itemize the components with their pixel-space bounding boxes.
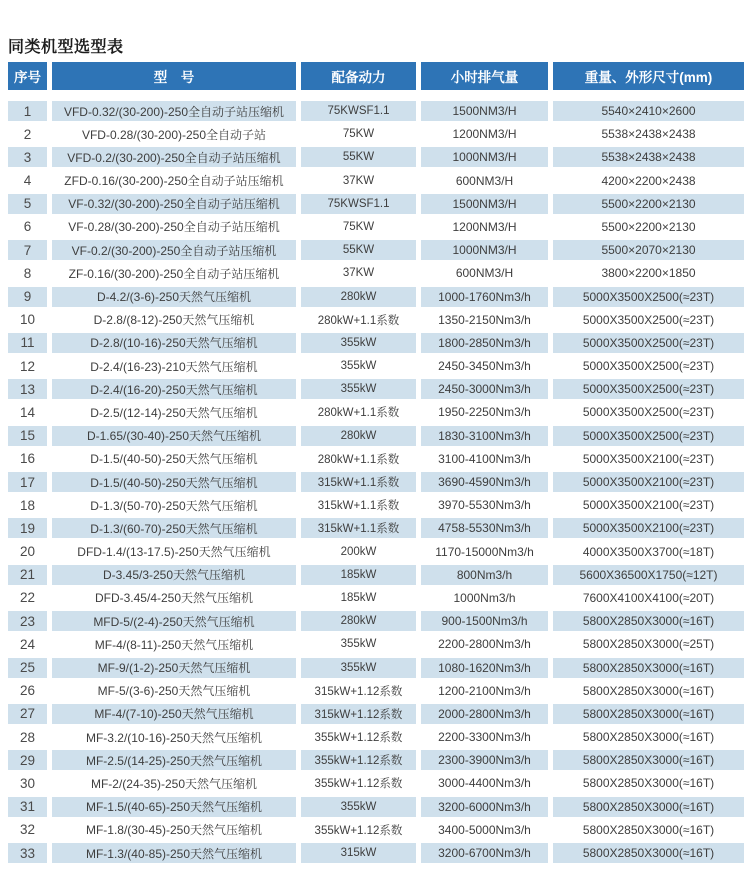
- table-row: [8, 634, 744, 654]
- flow-cell: 3690-4590Nm3/h: [421, 472, 548, 492]
- table-row: [8, 681, 744, 701]
- flow-cell: 900-1500Nm3/h: [421, 611, 548, 631]
- model-cell: VF-0.32/(30-200)-250全自动子站压缩机: [52, 194, 296, 214]
- table-row: [8, 658, 744, 678]
- model-cell: VF-0.2/(30-200)-250全自动子站压缩机: [52, 240, 296, 260]
- flow-cell: 3970-5530Nm3/h: [438, 498, 531, 513]
- table-header-row: [8, 62, 744, 90]
- index-cell: 2: [23, 126, 32, 142]
- model-cell: MF-4/(8-11)-250天然气压缩机: [94, 637, 254, 652]
- size-cell: 5000X3500X2500(≈23T): [582, 359, 715, 374]
- size-cell: 5000X3500X2500(≈23T): [582, 405, 715, 420]
- model-cell: VFD-0.32/(30-200)-250全自动子站压缩机: [52, 101, 296, 121]
- flow-cell: 1000NM3/H: [421, 147, 548, 167]
- flow-cell: 2200-2800Nm3/h: [438, 637, 531, 652]
- model-cell: MF-2/(24-35)-250天然气压缩机: [90, 776, 258, 791]
- flow-cell: 3200-6000Nm3/h: [421, 797, 548, 817]
- model-cell: D-2.8/(8-12)-250天然气压缩机: [93, 313, 255, 328]
- power-cell: 55KW: [301, 147, 416, 167]
- index-cell: 28: [19, 729, 36, 745]
- index-cell: 22: [19, 590, 36, 606]
- flow-cell: 1200NM3/H: [452, 219, 517, 234]
- power-cell: 280kW: [301, 426, 416, 446]
- index-cell: 26: [19, 683, 36, 699]
- size-cell: 5600X36500X1750(≈12T): [553, 565, 744, 585]
- index-cell: 21: [8, 565, 47, 585]
- power-cell: 355kW: [340, 638, 377, 651]
- model-cell: D-1.3/(50-70)-250天然气压缩机: [90, 498, 258, 513]
- model-cell: D-2.4/(16-23)-210天然气压缩机: [90, 359, 258, 374]
- power-cell: 315kW+1.12系数: [314, 685, 403, 698]
- size-cell: 7600X4100X4100(≈20T): [582, 590, 715, 605]
- size-cell: 5000X3500X2500(≈23T): [553, 333, 744, 353]
- table-row: [8, 495, 744, 515]
- size-cell: 5800X2850X3000(≈16T): [553, 658, 744, 678]
- header-cell-power: 配备动力: [301, 62, 416, 90]
- power-cell: 355kW+1.12系数: [301, 750, 416, 770]
- flow-cell: 1350-2150Nm3/h: [438, 312, 531, 327]
- table-row: [8, 124, 744, 144]
- model-cell: D-4.2/(3-6)-250天然气压缩机: [52, 287, 296, 307]
- power-cell: 280kW: [301, 611, 416, 631]
- power-cell: 55KW: [301, 240, 416, 260]
- table-row: [8, 472, 744, 492]
- flow-cell: 2000-2800Nm3/h: [421, 704, 548, 724]
- index-cell: 15: [8, 426, 47, 446]
- table-row: [8, 843, 744, 863]
- flow-cell: 2450-3000Nm3/h: [421, 379, 548, 399]
- table-row: [8, 820, 744, 840]
- size-cell: 5500×2200×2130: [553, 194, 744, 214]
- size-cell: 5800X2850X3000(≈16T): [553, 797, 744, 817]
- flow-cell: 1200-2100Nm3/h: [438, 683, 531, 698]
- table-row: [8, 449, 744, 469]
- size-cell: 3800×2200×1850: [601, 266, 696, 281]
- model-cell: D-1.3/(60-70)-250天然气压缩机: [52, 518, 296, 538]
- model-cell: D-1.5/(40-50)-250天然气压缩机: [90, 452, 258, 467]
- table-row: [8, 171, 744, 191]
- table-body: [8, 101, 744, 866]
- index-cell: 11: [8, 333, 47, 353]
- size-cell: 5000X3500X2100(≈23T): [582, 498, 715, 513]
- model-cell: D-1.65/(30-40)-250天然气压缩机: [52, 426, 296, 446]
- flow-cell: 1500NM3/H: [421, 194, 548, 214]
- table-row: [8, 356, 744, 376]
- size-cell: 5800X2850X3000(≈16T): [582, 683, 715, 698]
- index-cell: 23: [8, 611, 47, 631]
- size-cell: 5800X2850X3000(≈16T): [553, 611, 744, 631]
- power-cell: 37KW: [342, 174, 375, 187]
- size-cell: 5800X2850X3000(≈25T): [582, 637, 715, 652]
- table-row: [8, 588, 744, 608]
- index-cell: 12: [19, 358, 36, 374]
- index-cell: 13: [8, 379, 47, 399]
- model-cell: MF-5/(3-6)-250天然气压缩机: [97, 684, 251, 699]
- power-cell: 355kW+1.12系数: [314, 824, 403, 837]
- power-cell: 315kW: [301, 843, 416, 863]
- power-cell: 355kW+1.12系数: [314, 732, 403, 745]
- power-cell: 280kW+1.1系数: [317, 407, 400, 420]
- model-cell: MFD-5/(2-4)-250天然气压缩机: [52, 611, 296, 631]
- flow-cell: 1950-2250Nm3/h: [438, 405, 531, 420]
- flow-cell: 600NM3/H: [455, 173, 514, 188]
- flow-cell: 4758-5530Nm3/h: [421, 518, 548, 538]
- table-row: [8, 773, 744, 793]
- index-cell: 29: [8, 750, 47, 770]
- size-cell: 5800X2850X3000(≈16T): [553, 750, 744, 770]
- size-cell: 5540×2410×2600: [553, 101, 744, 121]
- table-row: [8, 379, 744, 399]
- table-row: [8, 333, 744, 353]
- power-cell: 315kW+1.1系数: [317, 500, 400, 513]
- table-row: [8, 518, 744, 538]
- size-cell: 5500×2070×2130: [553, 240, 744, 260]
- flow-cell: 600NM3/H: [455, 266, 514, 281]
- index-cell: 31: [8, 797, 47, 817]
- table-row: [8, 287, 744, 307]
- size-cell: 5538×2438×2438: [553, 147, 744, 167]
- power-cell: 355kW: [340, 360, 377, 373]
- header-cell-size: 重量、外形尺寸(mm): [553, 62, 744, 90]
- size-cell: 4200×2200×2438: [601, 173, 696, 188]
- size-cell: 5000X3500X2500(≈23T): [553, 379, 744, 399]
- table-row: [8, 217, 744, 237]
- size-cell: 5500×2200×2130: [601, 219, 696, 234]
- model-cell: ZF-0.16/(30-200)-250全自动子站压缩机: [68, 266, 280, 281]
- flow-cell: 3100-4100Nm3/h: [438, 451, 531, 466]
- header-cell-flow: 小时排气量: [421, 62, 548, 90]
- index-cell: 33: [8, 843, 47, 863]
- power-cell: 75KWSF1.1: [301, 101, 416, 121]
- size-cell: 5000X3500X2100(≈23T): [553, 518, 744, 538]
- index-cell: 32: [19, 822, 36, 838]
- table-row: [8, 310, 744, 330]
- size-cell: 5000X3500X2500(≈23T): [553, 287, 744, 307]
- index-cell: 10: [19, 312, 36, 328]
- page-title: 同类机型选型表: [8, 39, 124, 56]
- model-cell: DFD-1.4/(13-17.5)-250天然气压缩机: [77, 545, 271, 560]
- index-cell: 24: [19, 636, 36, 652]
- power-cell: 280kW+1.1系数: [317, 314, 400, 327]
- table-row: [8, 263, 744, 283]
- index-cell: 1: [8, 101, 47, 121]
- model-cell: MF-3.2/(10-16)-250天然气压缩机: [85, 730, 263, 745]
- flow-cell: 3000-4400Nm3/h: [438, 776, 531, 791]
- power-cell: 355kW+1.12系数: [314, 778, 403, 791]
- table-row: [8, 565, 744, 585]
- flow-cell: 3200-6700Nm3/h: [421, 843, 548, 863]
- header-cell-model: 型 号: [52, 62, 296, 90]
- flow-cell: 1200NM3/H: [452, 127, 517, 142]
- power-cell: 355kW: [301, 797, 416, 817]
- table-row: [8, 797, 744, 817]
- table-row: [8, 611, 744, 631]
- size-cell: 5000X3500X2500(≈23T): [553, 426, 744, 446]
- index-cell: 7: [8, 240, 47, 260]
- table-row: [8, 101, 744, 121]
- model-cell: MF-1.3/(40-85)-250天然气压缩机: [52, 843, 296, 863]
- power-cell: 315kW+1.1系数: [301, 518, 416, 538]
- flow-cell: 1800-2850Nm3/h: [421, 333, 548, 353]
- flow-cell: 2300-3900Nm3/h: [421, 750, 548, 770]
- table-row: [8, 147, 744, 167]
- power-cell: 280kW+1.1系数: [317, 453, 400, 466]
- table-row: [8, 704, 744, 724]
- model-cell: MF-9/(1-2)-250天然气压缩机: [52, 658, 296, 678]
- index-cell: 5: [8, 194, 47, 214]
- table-row: [8, 542, 744, 562]
- flow-cell: 1000Nm3/h: [453, 590, 516, 605]
- index-cell: 20: [19, 544, 36, 560]
- flow-cell: 2200-3300Nm3/h: [438, 730, 531, 745]
- power-cell: 315kW+1.12系数: [301, 704, 416, 724]
- power-cell: 280kW: [301, 287, 416, 307]
- size-cell: 5000X3500X2500(≈23T): [582, 312, 715, 327]
- model-cell: MF-1.5/(40-65)-250天然气压缩机: [52, 797, 296, 817]
- index-cell: 9: [8, 287, 47, 307]
- power-cell: 200kW: [340, 545, 377, 558]
- index-cell: 18: [19, 497, 36, 513]
- model-cell: MF-2.5/(14-25)-250天然气压缩机: [52, 750, 296, 770]
- index-cell: 14: [19, 404, 36, 420]
- size-cell: 5538×2438×2438: [601, 127, 696, 142]
- flow-cell: 800Nm3/h: [421, 565, 548, 585]
- power-cell: 37KW: [342, 267, 375, 280]
- power-cell: 185kW: [301, 565, 416, 585]
- model-cell: D-2.8/(10-16)-250天然气压缩机: [52, 333, 296, 353]
- power-cell: 355kW: [301, 333, 416, 353]
- index-cell: 8: [23, 265, 32, 281]
- model-cell: VF-0.28/(30-200)-250全自动子站压缩机: [68, 220, 280, 235]
- index-cell: 25: [8, 658, 47, 678]
- index-cell: 6: [23, 219, 32, 235]
- size-cell: 5800X2850X3000(≈16T): [582, 822, 715, 837]
- table-row: [8, 194, 744, 214]
- power-cell: 75KW: [342, 220, 375, 233]
- flow-cell: 1500NM3/H: [421, 101, 548, 121]
- size-cell: 4000X3500X3700(≈18T): [582, 544, 715, 559]
- index-cell: 27: [8, 704, 47, 724]
- model-cell: D-1.5/(40-50)-250天然气压缩机: [52, 472, 296, 492]
- power-cell: 315kW+1.1系数: [301, 472, 416, 492]
- power-cell: 355kW: [301, 379, 416, 399]
- power-cell: 75KWSF1.1: [301, 194, 416, 214]
- flow-cell: 1000NM3/H: [421, 240, 548, 260]
- table-row: [8, 750, 744, 770]
- power-cell: 75KW: [342, 128, 375, 141]
- model-cell: MF-4/(7-10)-250天然气压缩机: [52, 704, 296, 724]
- table-row: [8, 727, 744, 747]
- size-cell: 5800X2850X3000(≈16T): [582, 730, 715, 745]
- flow-cell: 1830-3100Nm3/h: [421, 426, 548, 446]
- model-cell: D-2.4/(16-20)-250天然气压缩机: [52, 379, 296, 399]
- model-cell: ZFD-0.16/(30-200)-250全自动子站压缩机: [64, 174, 284, 189]
- power-cell: 355kW: [301, 658, 416, 678]
- model-cell: DFD-3.45/4-250天然气压缩机: [94, 591, 254, 606]
- flow-cell: 1000-1760Nm3/h: [421, 287, 548, 307]
- model-cell: VFD-0.28/(30-200)-250全自动子站: [81, 127, 267, 142]
- table-row: [8, 240, 744, 260]
- index-cell: 30: [19, 775, 36, 791]
- flow-cell: 1170-15000Nm3/h: [435, 544, 534, 559]
- size-cell: 5800X2850X3000(≈16T): [553, 843, 744, 863]
- flow-cell: 3400-5000Nm3/h: [438, 822, 531, 837]
- size-cell: 5800X2850X3000(≈16T): [582, 776, 715, 791]
- flow-cell: 1080-1620Nm3/h: [421, 658, 548, 678]
- index-cell: 4: [23, 173, 32, 189]
- index-cell: 19: [8, 518, 47, 538]
- size-cell: 5000X3500X2100(≈23T): [582, 451, 715, 466]
- size-cell: 5800X2850X3000(≈16T): [553, 704, 744, 724]
- model-cell: VFD-0.2/(30-200)-250全自动子站压缩机: [52, 147, 296, 167]
- power-cell: 185kW: [340, 591, 377, 604]
- model-cell: D-2.5/(12-14)-250天然气压缩机: [90, 405, 258, 420]
- size-cell: 5000X3500X2100(≈23T): [553, 472, 744, 492]
- index-cell: 16: [19, 451, 36, 467]
- flow-cell: 2450-3450Nm3/h: [438, 359, 531, 374]
- index-cell: 17: [8, 472, 47, 492]
- header-cell-index: 序号: [8, 62, 47, 90]
- table-row: [8, 402, 744, 422]
- model-cell: D-3.45/3-250天然气压缩机: [52, 565, 296, 585]
- index-cell: 3: [8, 147, 47, 167]
- model-cell: MF-1.8/(30-45)-250天然气压缩机: [85, 823, 263, 838]
- table-row: [8, 426, 744, 446]
